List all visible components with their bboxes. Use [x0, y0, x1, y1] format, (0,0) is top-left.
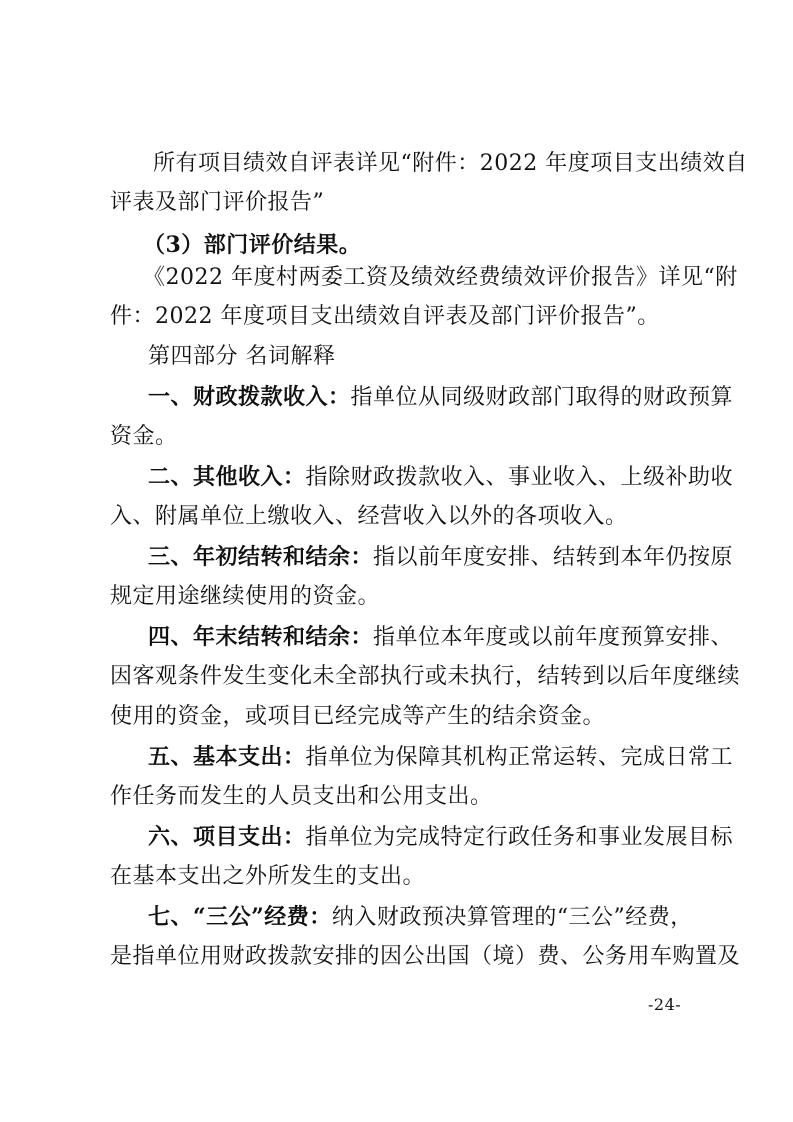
paragraph-line: 在基本支出之外所发生的支出。: [110, 864, 426, 889]
term-definition: 指除财政拨款收入、事业收入、上级补助收: [305, 465, 734, 490]
term-line: [148, 743, 733, 772]
term-label: 四、年末结转和结余：: [148, 624, 374, 650]
term-definition: 纳入财政预决算管理的“三公”经费，: [331, 905, 693, 930]
term-label: 二、其他收入：: [148, 464, 306, 490]
term-label: 五、基本支出：: [148, 744, 306, 770]
term-definition: 指单位为保障其机构正常运转、完成日常工: [305, 745, 734, 770]
paragraph-line: 使用的资金，或项目已经完成等产生的结余资金。: [110, 704, 606, 729]
paragraph-line: 规定用途继续使用的资金。: [110, 584, 381, 609]
term-line: [148, 543, 733, 572]
paragraph-line: 因客观条件发生变化未全部执行或未执行，结转到以后年度继续: [110, 664, 741, 689]
section-title: 第四部分 名词解释: [148, 344, 336, 369]
term-label: 一、财政拨款收入：: [148, 384, 351, 410]
paragraph-line: 入、附属单位上缴收入、经营收入以外的各项收入。: [110, 504, 628, 529]
paragraph-line: 所有项目绩效自评表详见“附件：2022 年度项目支出绩效自: [153, 151, 748, 176]
term-line: [148, 383, 733, 412]
term-label: 六、项目支出：: [148, 824, 306, 850]
term-line: [148, 823, 733, 852]
term-label: 七、“三公”经费：: [148, 904, 332, 930]
paragraph-line: 评表及部门评价报告”: [110, 190, 325, 215]
term-definition: 指以前年度安排、结转到本年仍按原: [373, 545, 734, 570]
term-line: [148, 903, 733, 932]
paragraph-line: 《2022 年度村两委工资及绩效经费绩效评价报告》详见“附: [143, 265, 738, 290]
paragraph-line: 资金。: [110, 424, 178, 449]
paragraph-line: 件：2022 年度项目支出绩效自评表及部门评价报告”。: [110, 304, 660, 329]
term-definition: 指单位为完成特定行政任务和事业发展目标: [305, 825, 734, 850]
page-number: -24-: [648, 995, 682, 1014]
term-label: 三、年初结转和结余：: [148, 544, 374, 570]
term-line: [148, 463, 733, 492]
term-definition: 指单位本年度或以前年度预算安排、: [373, 625, 734, 650]
paragraph-line: 是指单位用财政拨款安排的因公出国（境）费、公务用车购置及: [110, 944, 741, 969]
term-definition: 指单位从同级财政部门取得的财政预算: [350, 385, 734, 410]
term-line: [148, 623, 733, 652]
subheading: （3）部门评价结果。: [143, 232, 362, 258]
paragraph-line: 作任务而发生的人员支出和公用支出。: [110, 784, 493, 809]
